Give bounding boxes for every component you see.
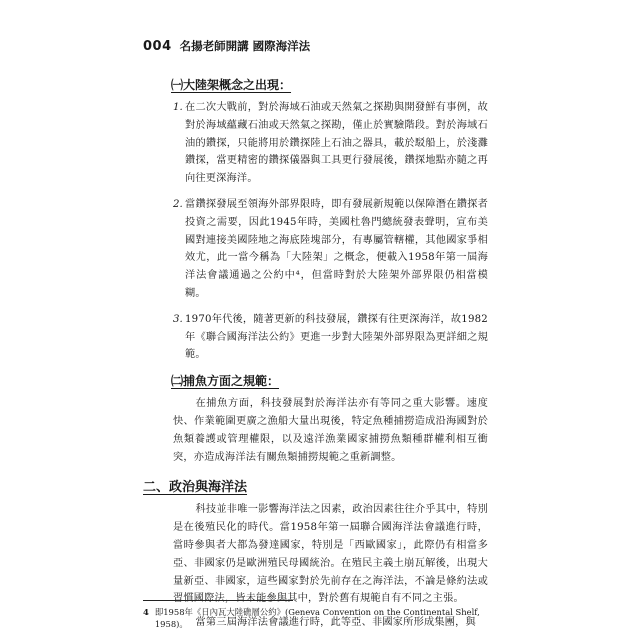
- page-body: [143, 68, 488, 638]
- subsection-fishing-title: ㈡捕魚方面之規範：: [171, 374, 280, 389]
- list-item: [173, 196, 488, 303]
- section-politics-title: 二、政治與海洋法: [143, 480, 248, 496]
- page-header: [143, 38, 310, 54]
- list-item-number: 3.: [173, 313, 183, 325]
- footnote-mark: 4: [143, 607, 149, 617]
- list-item: [173, 311, 488, 364]
- subsection-continental-shelf-title: ㈠大陸架概念之出現：: [171, 78, 292, 92]
- footnote-text: 即1958年《日內瓦大陸礁層公約》(Geneva Convention on the Continental Shelf, 1958)。: [154, 607, 480, 629]
- fishing-paragraph: 在捕魚方面，科技發展對於海洋法亦有等同之重大影響。速度快、作業範圍更廣之漁船大量出現後，特定魚種捕撈造成沿海國對於魚類養護或管理權限，以及遠洋漁業國家捕撈魚類種群權利相互衝突，亦造成海洋法有關魚類捕撈規範之重新調整。: [173, 398, 488, 463]
- footnote-divider: [143, 600, 293, 601]
- list-item: [173, 99, 488, 188]
- list-item-text: 1970年代後，隨著更新的科技發展，鑽探有往更深海洋，故1982年《聯合國海洋法公約》更進一步對大陸架外部界限為更詳細之規範。: [185, 313, 488, 361]
- footnote: [143, 606, 503, 630]
- list-item-number: 2.: [173, 198, 183, 210]
- running-title: 名揚老師開講 國際海洋法: [179, 39, 311, 53]
- politics-paragraph-2: 當第三屆海洋法會議進行時，此等亞、非國家所形成集團，與: [195, 617, 476, 629]
- list-item-text: 當鑽探發展至領海外部界限時，即有發展新規範以保障潛在鑽探者投資之需要，因此1945年時，美國杜魯門總統發表聲明，宣布美國對連接美國陸地之海底陸塊部分，有專屬管轄權，其他國家爭相效尤，此一當今稱為「大陸架」之概念，便載入1958年第一屆海洋法會議通過之公約中⁴，但當時對於大陸架外部界限仍相當模糊。: [185, 198, 488, 299]
- list-item-text: 在二次大戰前，對於海域石油或天然氣之探勘與開發鮮有事例，故對於海域蘊藏石油或天然氣之探勘，僅止於實驗階段。對於海域石油的鑽探，只能將用於鑽探陸上石油之器具，載於駁船上，於淺灘鑽探，當更精密的鑽探儀器與工具更行發展後，鑽探地點亦隨之再向往更深海洋。: [185, 102, 488, 185]
- page-number: 004: [143, 39, 172, 54]
- list-item-number: 1.: [173, 102, 183, 113]
- politics-paragraph-1: 科技並非唯一影響海洋法之因素，政治因素往往介乎其中，特別是在後殖民化的時代。當1958年第一屆聯合國海洋法會議進行時，當時參與者大都為發達國家，特別是「西歐國家」，此際仍有相當多亞、非國家仍是歐洲殖民母國統治。在殖民主義土崩瓦解後，出現大量新亞、非國家，這些國家對於先前存在之海洋法，不論是條約法或習慣國際法，皆未能參與其中，對於舊有規範自有不同之主張。: [173, 504, 488, 605]
